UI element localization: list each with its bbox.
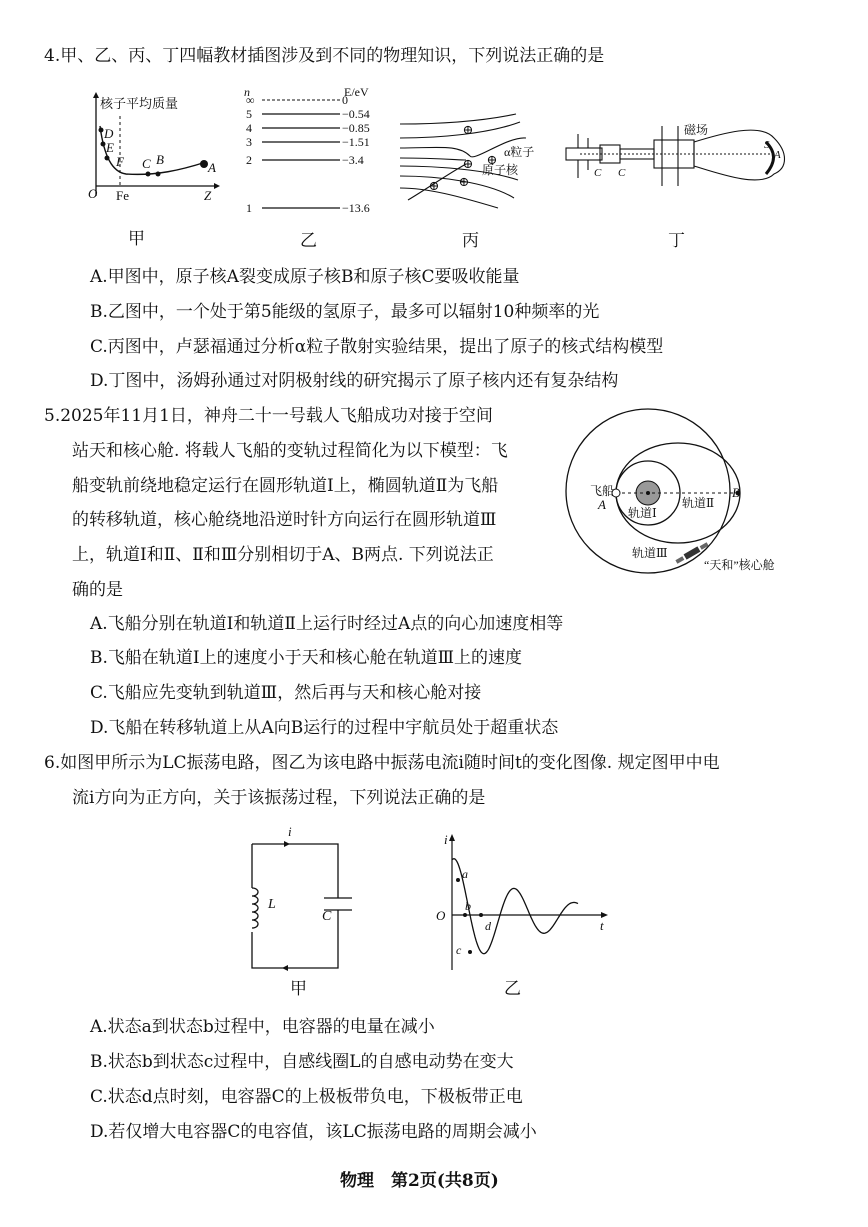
yi-n-label: n: [244, 86, 250, 99]
jia-ylabel: 核子平均质量: [100, 96, 179, 111]
jia-point-e: E: [106, 140, 114, 155]
graph-point-c: c: [456, 943, 462, 957]
energy-level-e: −13.6: [342, 201, 370, 215]
q5-orbit2-label: 轨道Ⅱ: [682, 496, 715, 510]
graph-t-label: t: [600, 918, 604, 933]
jia-point-d: D: [104, 126, 114, 141]
q4-option-d: D.丁图中，汤姆孙通过对阴极射线的研究揭示了原子核内还有复杂结构: [90, 371, 619, 391]
q5-orbit-figure: [560, 405, 810, 580]
q5-stem-line-2: 站天和核心舱. 将载人飞船的变轨过程简化为以下模型：飞: [72, 441, 508, 461]
q4-fig-ding: [560, 112, 790, 202]
q5-orbit3-label: 轨道Ⅲ: [632, 546, 668, 560]
svg-text:⊕: ⊕: [428, 178, 440, 193]
energy-level-n: 1: [246, 201, 252, 215]
q6-graph-figure: [418, 824, 618, 974]
q5-point-b: B: [732, 485, 740, 500]
jia-point-f: F: [116, 154, 124, 169]
svg-text:⊕: ⊕: [462, 122, 474, 137]
q4-option-c: C.丙图中，卢瑟福通过分析α粒子散射实验结果，提出了原子的核式结构模型: [90, 337, 664, 357]
q4-caption-ding: 丁: [668, 231, 685, 251]
energy-level-n: 3: [246, 135, 252, 149]
energy-level-e: −1.51: [342, 135, 370, 149]
bing-alpha-label: α粒子: [504, 145, 535, 159]
q6-circuit-figure: [244, 824, 364, 974]
circuit-c-label: C: [322, 909, 332, 924]
graph-point-b: b: [465, 899, 471, 913]
q5-stem-line-6: 确的是: [72, 580, 123, 600]
jia-fe: Fe: [116, 188, 129, 203]
jia-origin: O: [88, 186, 98, 201]
ding-field-label: 磁场: [684, 123, 709, 137]
q4-fig-bing: [398, 104, 548, 214]
q5-stem-line-4: 的转移轨道，核心舱绕地沿逆时针方向运行在圆形轨道Ⅲ: [72, 510, 497, 530]
q5-ship-label: 飞船: [590, 484, 615, 498]
energy-level-e: −3.4: [342, 153, 364, 167]
svg-text:⊕: ⊕: [458, 174, 470, 189]
graph-point-a: a: [462, 867, 468, 881]
jia-point-a: A: [208, 160, 216, 175]
q5-stem-line-1: 5.2025年11月1日，神舟二十一号载人飞船成功对接于空间: [44, 406, 493, 426]
svg-text:⊕: ⊕: [462, 156, 474, 171]
jia-point-b: B: [156, 152, 164, 167]
q5-stem-line-5: 上，轨道Ⅰ和Ⅱ、Ⅱ和Ⅲ分别相切于A、B两点. 下列说法正: [72, 545, 494, 565]
ding-c1: C: [594, 167, 602, 179]
q6-option-a: A.状态a到状态b过程中，电容器的电量在减小: [90, 1017, 435, 1037]
energy-level-e: −0.54: [342, 107, 370, 121]
page-footer: 物理 第2页(共8页): [340, 1171, 499, 1191]
circuit-i-label: i: [288, 824, 292, 839]
q6-option-c: C.状态d点时刻，电容器C的上极板带负电，下极板带正电: [90, 1087, 523, 1107]
q4-caption-jia: 甲: [128, 229, 145, 249]
q4-option-a: A.甲图中，原子核A裂变成原子核B和原子核C要吸收能量: [90, 267, 520, 287]
q6-stem-line-2: 流i方向为正方向，关于该振荡过程，下列说法正确的是: [72, 788, 486, 808]
q4-fig-yi: [236, 86, 396, 218]
ding-a: A: [774, 149, 781, 161]
energy-level-n: 5: [246, 107, 252, 121]
bing-nucleus-label: 原子核: [482, 163, 519, 177]
q5-stem-line-3: 船变轨前绕地稳定运行在圆形轨道Ⅰ上，椭圆轨道Ⅱ为飞船: [72, 476, 499, 496]
ding-c2: C: [618, 167, 626, 179]
graph-point-d: d: [485, 919, 491, 933]
q6-caption-yi: 乙: [504, 979, 521, 999]
q4-caption-yi: 乙: [300, 231, 317, 251]
energy-level-e: −0.85: [342, 121, 370, 135]
svg-text:⊕: ⊕: [486, 152, 498, 167]
q4-caption-bing: 丙: [462, 231, 479, 251]
q5-module-label: “天和”核心舱: [704, 558, 775, 572]
q6-stem-line-1: 6.如图甲所示为LC振荡电路，图乙为该电路中振荡电流i随时间t的变化图像. 规定图甲中电: [44, 753, 720, 773]
q6-option-b: B.状态b到状态c过程中，自感线圈L的自感电动势在变大: [90, 1052, 514, 1072]
graph-origin: O: [436, 908, 446, 923]
q5-option-c: C.飞船应先变轨到轨道Ⅲ，然后再与天和核心舱对接: [90, 683, 482, 703]
graph-i-label: i: [444, 832, 448, 847]
circuit-l-label: L: [268, 897, 276, 912]
q4-option-b: B.乙图中，一个处于第5能级的氢原子，最多可以辐射10种频率的光: [90, 302, 600, 322]
q4-fig-jia: [86, 86, 226, 206]
q5-orbit1-label: 轨道Ⅰ: [628, 506, 657, 520]
energy-level-n: ∞: [246, 93, 255, 107]
ding-s: S: [764, 139, 770, 151]
q5-point-a: A: [598, 497, 606, 512]
jia-xlabel: Z: [204, 188, 212, 203]
q6-option-d: D.若仅增大电容器C的电容值，该LC振荡电路的周期会减小: [90, 1122, 537, 1142]
energy-level-n: 2: [246, 153, 252, 167]
q4-stem: 4.甲、乙、丙、丁四幅教材插图涉及到不同的物理知识，下列说法正确的是: [44, 46, 605, 66]
q5-option-b: B.飞船在轨道Ⅰ上的速度小于天和核心舱在轨道Ⅲ上的速度: [90, 648, 523, 668]
q5-option-d: D.飞船在转移轨道上从A向B运行的过程中宇航员处于超重状态: [90, 718, 559, 738]
q5-option-a: A.飞船分别在轨道Ⅰ和轨道Ⅱ上运行时经过A点的向心加速度相等: [90, 614, 564, 634]
jia-point-c: C: [142, 156, 151, 171]
q6-caption-jia: 甲: [290, 979, 307, 999]
yi-e-label: E/eV: [344, 86, 369, 99]
energy-level-e: 0: [342, 93, 348, 107]
energy-level-n: 4: [246, 121, 252, 135]
